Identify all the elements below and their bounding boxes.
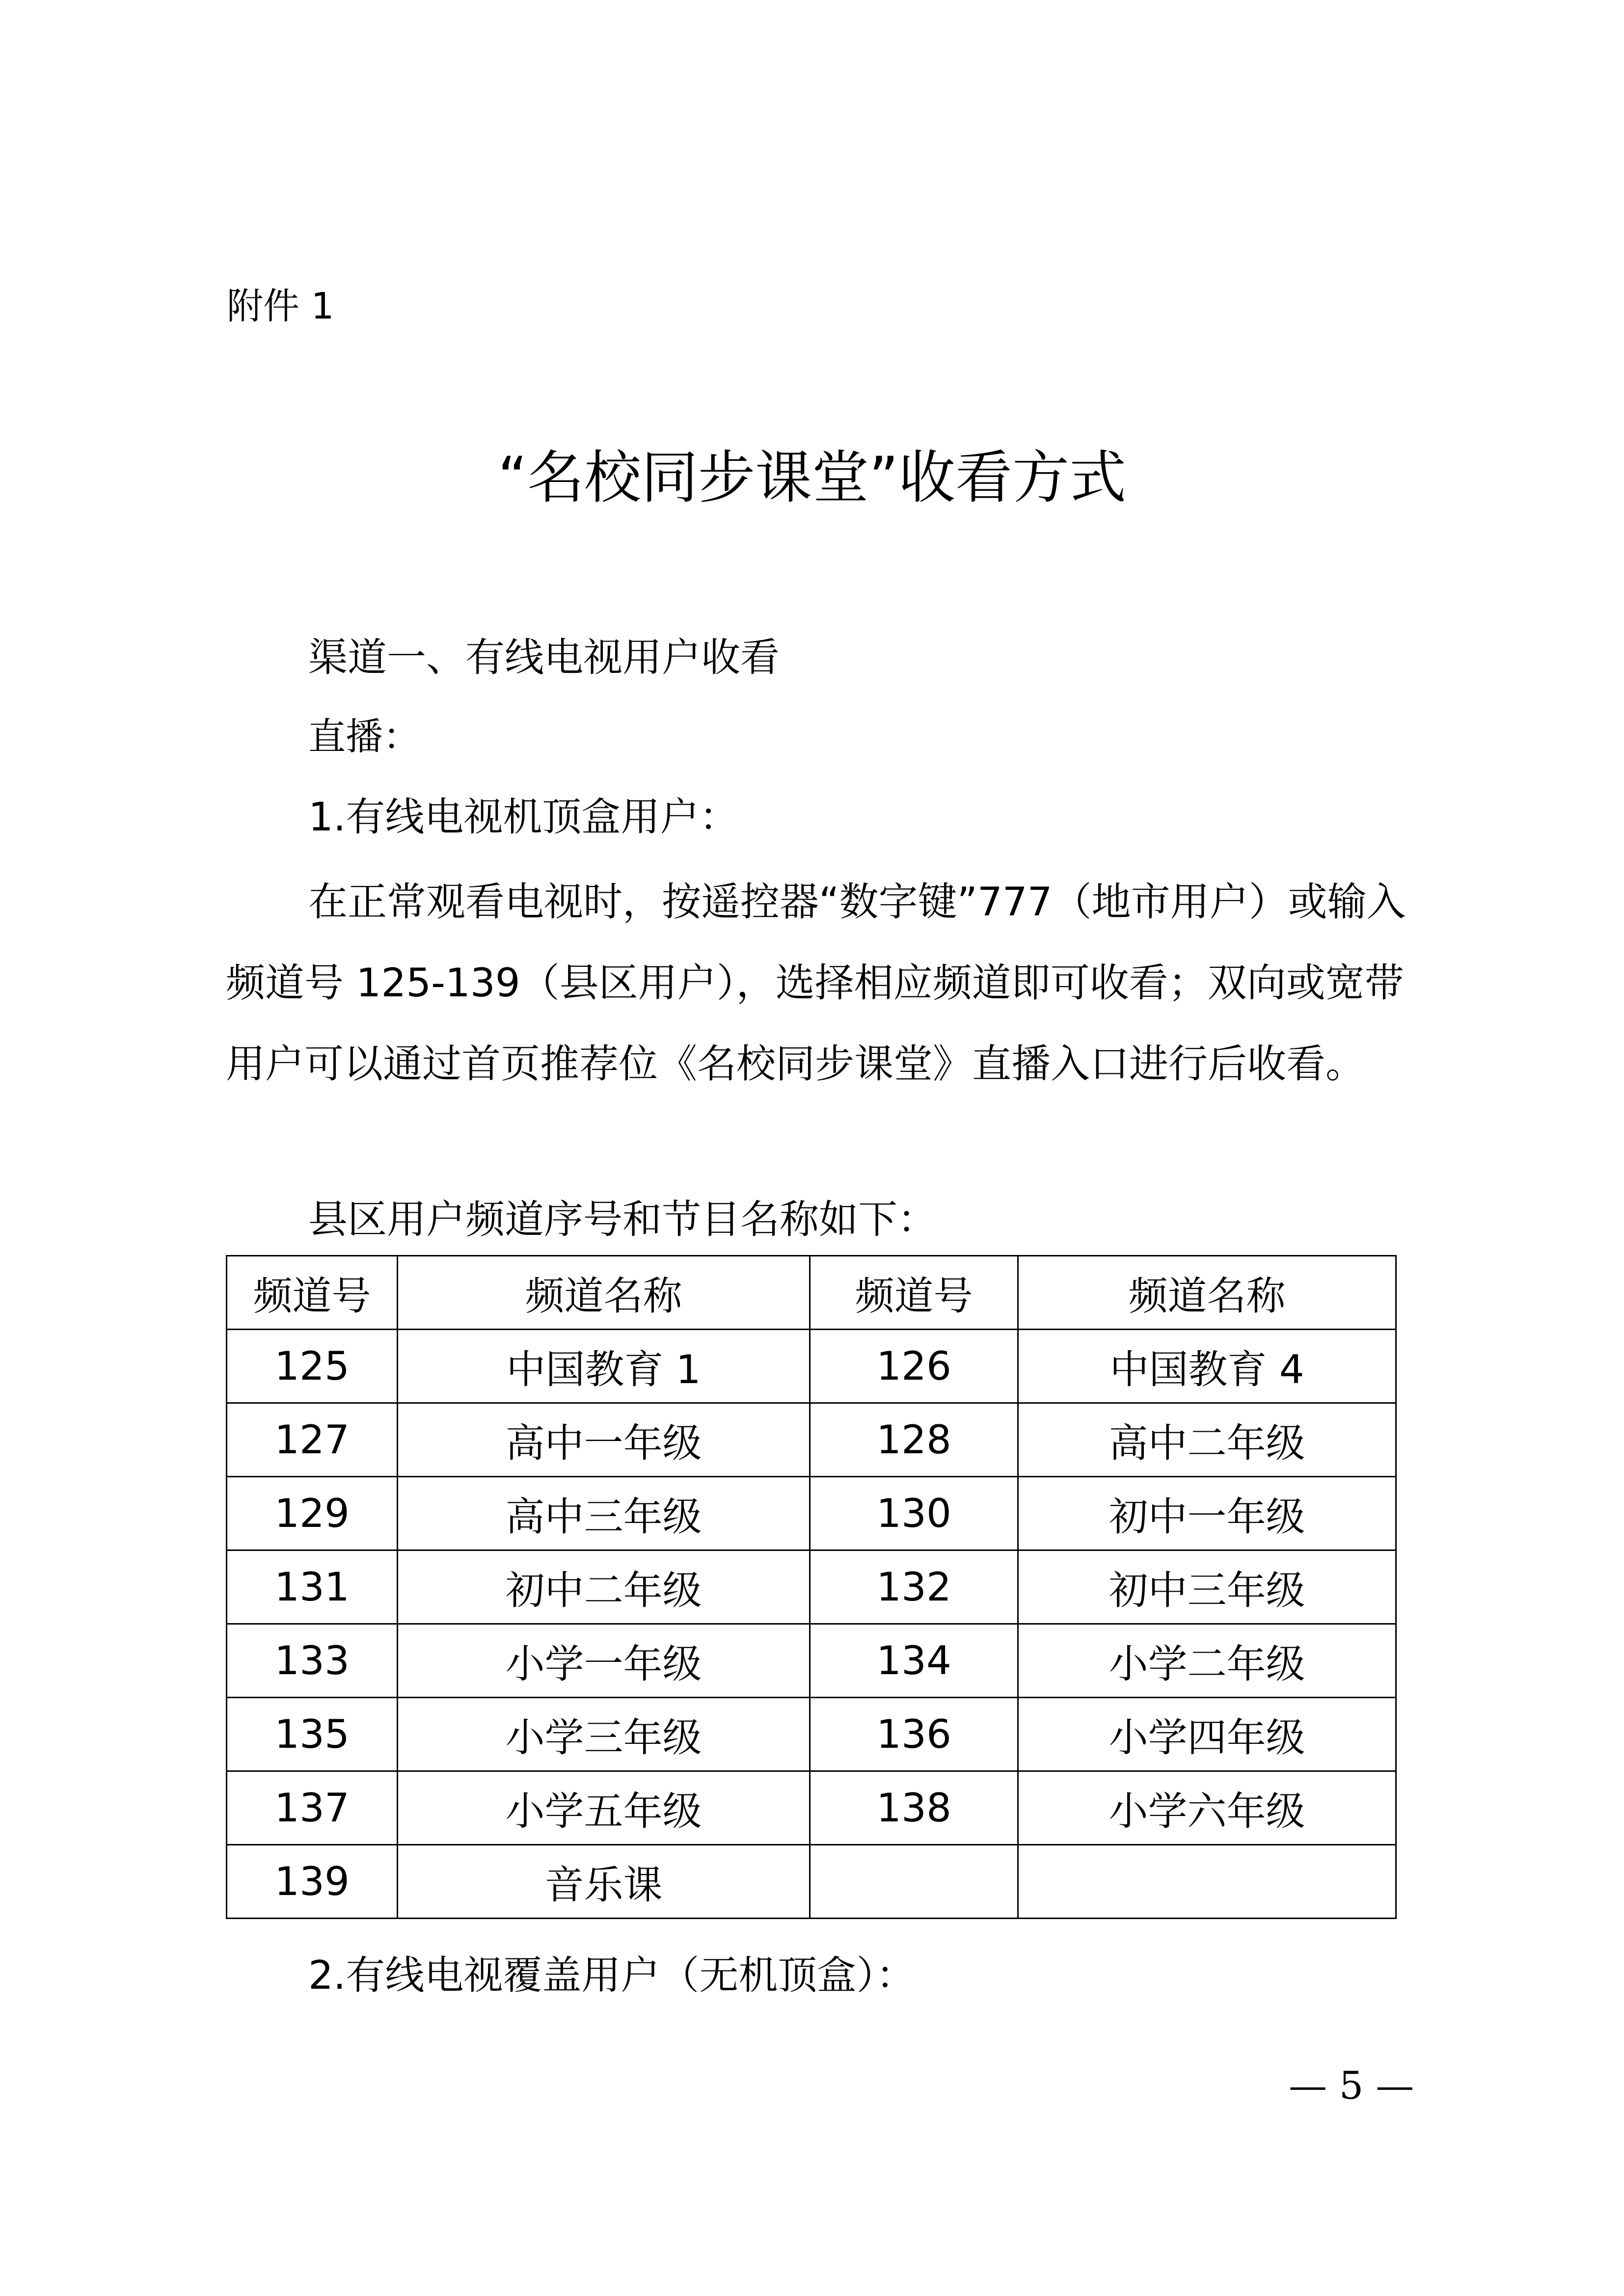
channel-name-cell: 小学六年级 <box>1018 1771 1396 1845</box>
channel-name-cell: 小学三年级 <box>398 1698 810 1771</box>
channel-number-cell <box>810 1845 1018 1919</box>
table-row <box>227 1698 1396 1771</box>
channel-number-cell: 128 <box>810 1403 1018 1477</box>
channel-number-cell: 134 <box>810 1624 1018 1698</box>
channel-name-cell: 高中三年级 <box>398 1477 810 1550</box>
table-row <box>227 1330 1396 1403</box>
page-number: — 5 — <box>1289 2064 1414 2108</box>
channel-number-cell: 138 <box>810 1771 1018 1845</box>
channel-number-cell: 126 <box>810 1330 1018 1403</box>
channel-number-cell: 136 <box>810 1698 1018 1771</box>
channel-name-cell: 音乐课 <box>398 1845 810 1919</box>
channel-number-cell: 131 <box>227 1550 398 1624</box>
channel-number-cell: 133 <box>227 1624 398 1698</box>
page-title: “名校同步课堂”收看方式 <box>497 445 1127 511</box>
table-intro: 县区用户频道序号和节目名称如下： <box>308 1197 937 1242</box>
item1-paragraph: 在正常观看电视时，按遥控器“数字键”777（地市用户）或输入频道号 125-139（县区用户），选择相应频道即可收看；双向或宽带用户可以通过首页推荐位《名校同步课堂》直播入口进行后收看。 <box>226 879 1406 1087</box>
table-row <box>227 1403 1396 1477</box>
table-header-row <box>227 1256 1396 1330</box>
table-row <box>227 1477 1396 1550</box>
channel-number-cell: 139 <box>227 1845 398 1919</box>
channel-name-cell: 高中二年级 <box>1018 1403 1396 1477</box>
channel-name-cell: 小学五年级 <box>398 1771 810 1845</box>
channel-number-cell: 130 <box>810 1477 1018 1550</box>
table-row <box>227 1771 1396 1845</box>
channel-name-cell <box>1018 1845 1396 1919</box>
channel-name-cell: 高中一年级 <box>398 1403 810 1477</box>
channel-name-cell: 小学一年级 <box>398 1624 810 1698</box>
channel-name-cell: 初中二年级 <box>398 1550 810 1624</box>
header-channel-number: 频道号 <box>810 1256 1018 1330</box>
table-row <box>227 1845 1396 1919</box>
channel-name-cell: 小学二年级 <box>1018 1624 1396 1698</box>
header-channel-number: 频道号 <box>227 1256 398 1330</box>
header-channel-name: 频道名称 <box>398 1256 810 1330</box>
channel-number-cell: 135 <box>227 1698 398 1771</box>
channel-number-cell: 137 <box>227 1771 398 1845</box>
table-row <box>227 1624 1396 1698</box>
channel-number-cell: 127 <box>227 1403 398 1477</box>
attachment-label: 附件 1 <box>227 285 334 327</box>
channel-name-cell: 中国教育 4 <box>1018 1330 1396 1403</box>
table-row <box>227 1550 1396 1624</box>
channel-name-cell: 初中三年级 <box>1018 1550 1396 1624</box>
channel-number-cell: 129 <box>227 1477 398 1550</box>
section-heading: 渠道一、有线电视用户收看 <box>308 635 780 680</box>
header-channel-name: 频道名称 <box>1018 1256 1396 1330</box>
channel-name-cell: 小学四年级 <box>1018 1698 1396 1771</box>
channel-number-cell: 125 <box>227 1330 398 1403</box>
channel-name-cell: 初中一年级 <box>1018 1477 1396 1550</box>
channel-name-cell: 中国教育 1 <box>398 1330 810 1403</box>
live-label: 直播： <box>308 715 420 758</box>
channel-table <box>226 1255 1397 1919</box>
channel-number-cell: 132 <box>810 1550 1018 1624</box>
item1-heading: 1.有线电视机顶盒用户： <box>308 794 739 840</box>
item2-heading: 2.有线电视覆盖用户（无机顶盒）： <box>308 1952 916 1998</box>
